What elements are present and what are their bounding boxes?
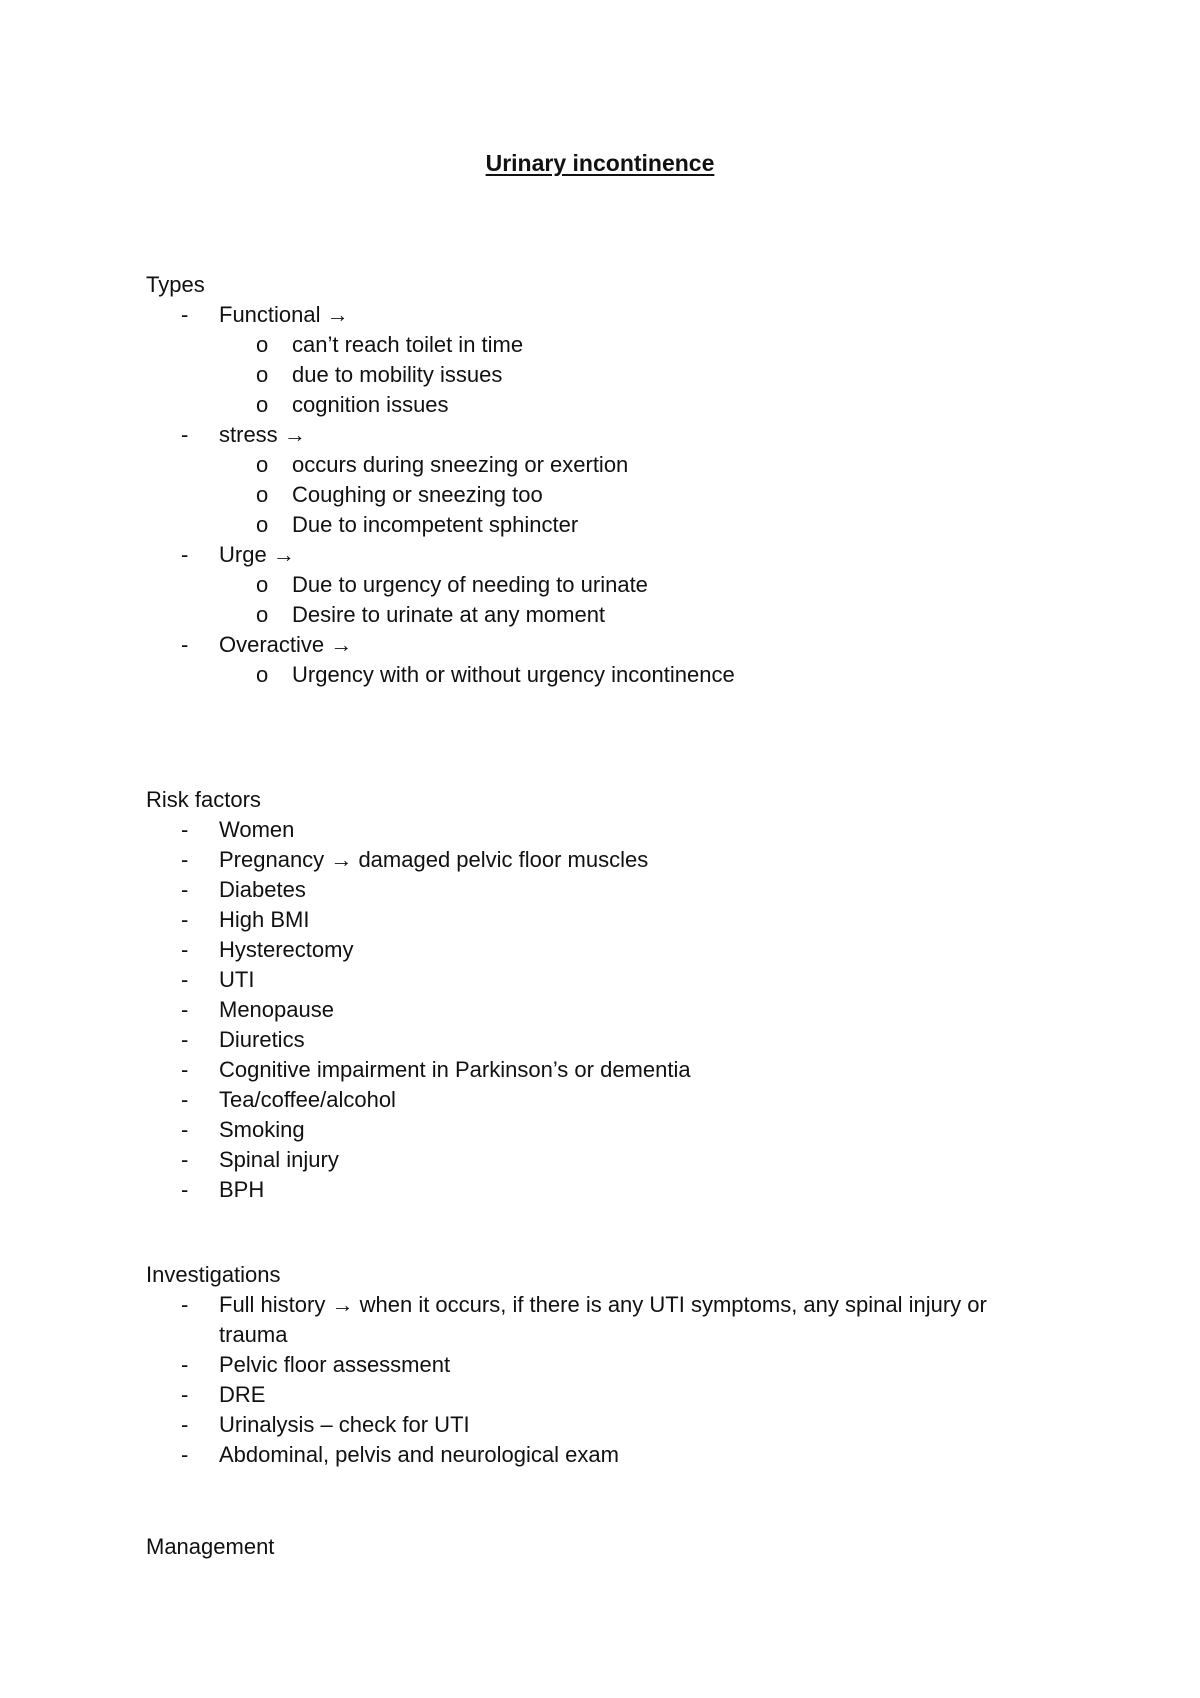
item-text: High BMI: [219, 907, 310, 932]
item-label: Urge: [219, 542, 267, 567]
item-text: DRE: [219, 1382, 266, 1407]
item-text: Cognitive impairment in Parkinson’s or dementia: [219, 1057, 691, 1082]
dash-marker: -: [181, 1087, 189, 1112]
item-text: Menopause: [219, 997, 334, 1022]
sub-item: [146, 660, 1046, 690]
dash-marker: -: [181, 1412, 189, 1437]
circle-bullet-icon: o: [256, 392, 269, 417]
list-item: [146, 1440, 1046, 1470]
list-item: [146, 875, 1046, 905]
dash-marker: -: [181, 997, 189, 1022]
sub-item: [146, 390, 1046, 420]
list-item: [146, 905, 1046, 935]
section-heading: Investigations: [146, 1262, 281, 1287]
dash-marker: -: [181, 967, 189, 992]
list-item: [146, 1115, 1046, 1145]
dash-marker: -: [181, 632, 189, 657]
list-item: [146, 630, 1046, 660]
sub-item: [146, 330, 1046, 360]
dash-marker: -: [181, 1442, 189, 1467]
arrow-icon: →: [283, 422, 306, 447]
item-text: BPH: [219, 1177, 265, 1202]
arrow-icon: →: [330, 632, 353, 657]
item-text: Smoking: [219, 1117, 305, 1142]
sub-item: [146, 600, 1046, 630]
item-label: stress: [219, 422, 278, 447]
sub-item-text: Coughing or sneezing too: [292, 482, 543, 507]
item-text: Pelvic floor assessment: [219, 1352, 451, 1377]
list-item: [146, 845, 1046, 875]
dash-marker: -: [181, 1177, 189, 1202]
item-text: Spinal injury: [219, 1147, 339, 1172]
sub-item: [146, 510, 1046, 540]
sub-item: [146, 480, 1046, 510]
sub-item-text: can’t reach toilet in time: [292, 332, 524, 357]
dash-marker: -: [181, 907, 189, 932]
item-text: Urinalysis – check for UTI: [219, 1412, 470, 1437]
list-item: [146, 995, 1046, 1025]
dash-marker: -: [181, 1057, 189, 1082]
list-item: [146, 1410, 1046, 1440]
list-item: [146, 1025, 1046, 1055]
dash-marker: -: [181, 302, 189, 327]
item-text: Abdominal, pelvis and neurological exam: [219, 1442, 619, 1467]
list-item: [146, 1290, 1046, 1350]
circle-bullet-icon: o: [256, 572, 269, 597]
list-item: [146, 420, 1046, 450]
section-heading: Management: [146, 1534, 275, 1559]
item-label: Overactive: [219, 632, 325, 657]
circle-bullet-icon: o: [256, 332, 269, 357]
item-label: Full history: [219, 1292, 326, 1317]
list-item: [146, 965, 1046, 995]
list-item: [146, 1380, 1046, 1410]
circle-bullet-icon: o: [256, 512, 269, 537]
dash-marker: -: [181, 1027, 189, 1052]
list-item: [146, 935, 1046, 965]
list-item: [146, 1085, 1046, 1115]
arrow-icon: →: [272, 542, 295, 567]
list-item: [146, 300, 1046, 330]
list-item: [146, 1175, 1046, 1205]
dash-marker: -: [181, 542, 189, 567]
sub-item-text: Urgency with or without urgency incontinence: [292, 662, 735, 687]
dash-marker: -: [181, 817, 189, 842]
item-text: UTI: [219, 967, 255, 992]
sub-item: [146, 450, 1046, 480]
sub-item: [146, 570, 1046, 600]
circle-bullet-icon: o: [256, 482, 269, 507]
types-section: [146, 270, 1046, 690]
section-heading: Types: [146, 272, 205, 297]
dash-marker: -: [181, 1117, 189, 1142]
sub-item: [146, 360, 1046, 390]
dash-marker: -: [181, 1292, 189, 1317]
dash-marker: -: [181, 937, 189, 962]
list-item: [146, 540, 1046, 570]
circle-bullet-icon: o: [256, 602, 269, 627]
list-item: [146, 1350, 1046, 1380]
list-item: [146, 1055, 1046, 1085]
sub-item-text: Due to urgency of needing to urinate: [292, 572, 648, 597]
item-text: Tea/coffee/alcohol: [219, 1087, 396, 1112]
circle-bullet-icon: o: [256, 452, 269, 477]
list-item: [146, 1145, 1046, 1175]
item-detail: damaged pelvic floor muscles: [358, 847, 649, 872]
dash-marker: -: [181, 847, 189, 872]
list-item: [146, 815, 1046, 845]
dash-marker: -: [181, 1352, 189, 1377]
item-text: Diabetes: [219, 877, 306, 902]
item-detail: when it occurs, if there is any UTI symptoms, any spinal injury or trauma: [219, 1292, 987, 1347]
risk-factors-section: [146, 785, 1046, 1205]
management-section: [146, 1532, 1046, 1562]
arrow-icon: →: [326, 302, 349, 327]
arrow-icon: →: [331, 1292, 354, 1317]
item-label: Pregnancy: [219, 847, 325, 872]
dash-marker: -: [181, 877, 189, 902]
item-text: Diuretics: [219, 1027, 305, 1052]
dash-marker: -: [181, 422, 189, 447]
circle-bullet-icon: o: [256, 662, 269, 687]
sub-item-text: Desire to urinate at any moment: [292, 602, 606, 627]
arrow-icon: →: [330, 847, 353, 872]
dash-marker: -: [181, 1382, 189, 1407]
sub-item-text: Due to incompetent sphincter: [292, 512, 579, 537]
document-title: Urinary incontinence: [485, 150, 715, 176]
item-label: Functional: [219, 302, 321, 327]
investigations-section: [146, 1260, 1046, 1470]
circle-bullet-icon: o: [256, 362, 269, 387]
dash-marker: -: [181, 1147, 189, 1172]
sub-item-text: cognition issues: [292, 392, 449, 417]
sub-item-text: occurs during sneezing or exertion: [292, 452, 629, 477]
item-text: Hysterectomy: [219, 937, 354, 962]
item-text: Women: [219, 817, 295, 842]
sub-item-text: due to mobility issues: [292, 362, 503, 387]
section-heading: Risk factors: [146, 787, 261, 812]
